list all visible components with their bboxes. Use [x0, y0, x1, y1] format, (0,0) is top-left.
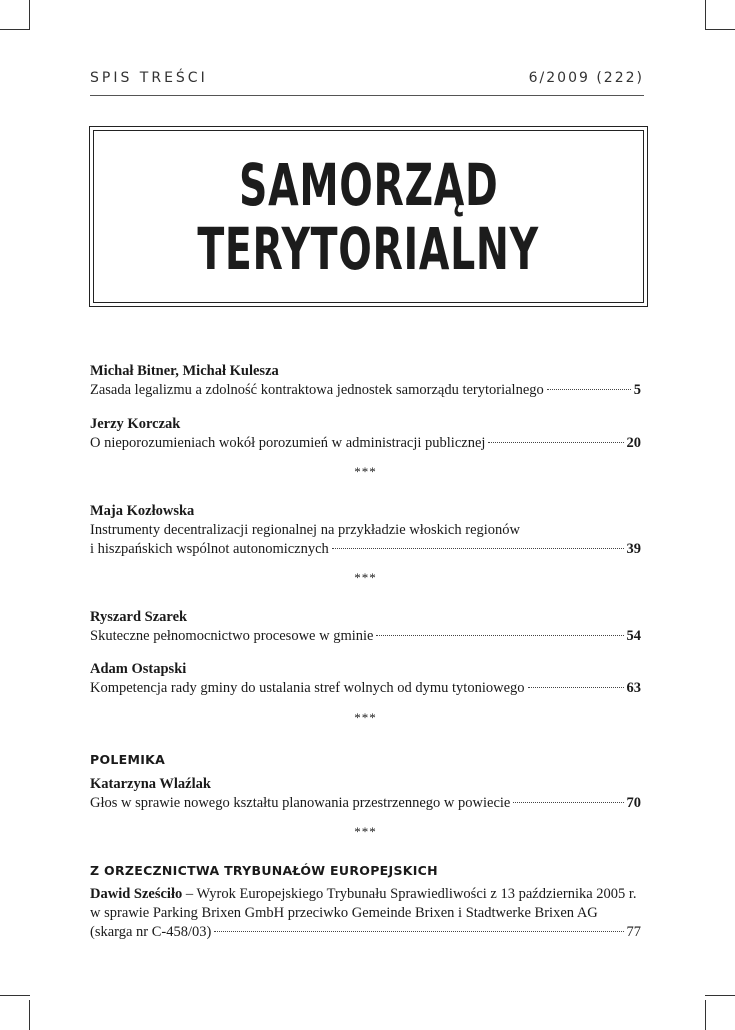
leader-dots — [547, 389, 631, 390]
toc-title-cont: w sprawie Parking Brixen GmbH przeciwko Gemeinde Brixen i Stadtwerke Brixen AG — [90, 905, 598, 921]
separator-stars: *** — [354, 464, 377, 479]
separator-stars: *** — [354, 710, 377, 725]
section-heading: Z ORZECZNICTWA TRYBUNAŁÓW EUROPEJSKICH — [90, 863, 438, 878]
toc-entry[interactable] — [90, 775, 641, 813]
crop-mark — [0, 29, 30, 30]
toc-title: O nieporozumieniach wokół porozumień w administracji publicznej — [90, 435, 486, 451]
toc-author: Maja Kozłowska — [90, 503, 195, 519]
toc-entry[interactable] — [90, 660, 641, 698]
toc-entry[interactable] — [90, 502, 641, 559]
section-heading: POLEMIKA — [90, 752, 166, 767]
toc-title-cont: i hiszpańskich wspólnot autonomicznych — [90, 541, 329, 557]
leader-dots — [513, 802, 623, 803]
toc-page: 70 — [626, 795, 641, 811]
leader-dots — [376, 635, 623, 636]
toc-page: 77 — [626, 924, 641, 940]
crop-mark — [0, 995, 30, 996]
separator-stars: *** — [354, 570, 377, 585]
section-label: SPIS TREŚCI — [90, 70, 208, 86]
toc-title: Skuteczne pełnomocnictwo procesowe w gminie — [90, 628, 374, 644]
leader-dots — [214, 931, 623, 932]
toc-title: Głos w sprawie nowego kształtu planowania przestrzennego w powiecie — [90, 795, 511, 811]
toc-title-cont: (skarga nr C-458/03) — [90, 924, 212, 940]
toc-author: Adam Ostapski — [90, 661, 187, 677]
toc-author: Ryszard Szarek — [90, 609, 188, 625]
journal-title-line1: SAMORZĄD — [238, 150, 499, 219]
crop-mark — [705, 0, 706, 30]
journal-title-frame — [93, 130, 644, 303]
crop-mark — [29, 0, 30, 30]
crop-mark — [29, 1000, 30, 1030]
toc-author: Michał Bitner, Michał Kulesza — [90, 363, 279, 379]
journal-title-box — [89, 126, 648, 307]
leader-dots — [332, 548, 624, 549]
toc-title: Instrumenty decentralizacji regionalnej na przykładzie włoskich regionów — [90, 522, 521, 538]
leader-dots — [488, 442, 623, 443]
toc-title: Zasada legalizmu a zdolność kontraktowa jednostek samorządu terytorialnego — [90, 382, 544, 398]
toc-title: Kompetencja rady gminy do ustalania stref wolnych od dymu tytoniowego — [90, 680, 525, 696]
running-header — [90, 70, 644, 96]
crop-mark — [705, 29, 735, 30]
toc-page: 5 — [633, 382, 641, 398]
toc-page: 39 — [626, 541, 641, 557]
toc-page: 54 — [626, 628, 641, 644]
toc-author: Jerzy Korczak — [90, 416, 181, 432]
leader-dots — [528, 687, 624, 688]
separator-stars: *** — [354, 824, 377, 839]
crop-mark — [705, 995, 735, 996]
toc-author: Katarzyna Wlaźlak — [90, 776, 211, 792]
toc-page: 20 — [626, 435, 641, 451]
toc-page: 63 — [626, 680, 641, 696]
toc-entry[interactable] — [90, 362, 641, 400]
crop-mark — [705, 1000, 706, 1030]
toc-title: – Wyrok Europejskiego Trybunału Sprawiedliwości z 13 października 2005 r. — [182, 886, 637, 902]
journal-title-line2: TERYTORIALNY — [197, 214, 540, 283]
toc-author: Dawid Sześciło — [90, 886, 183, 902]
toc-entry[interactable] — [90, 608, 641, 646]
toc-entry[interactable] — [90, 885, 641, 942]
toc-entry[interactable] — [90, 415, 641, 453]
issue-label: 6/2009 (222) — [528, 70, 644, 86]
